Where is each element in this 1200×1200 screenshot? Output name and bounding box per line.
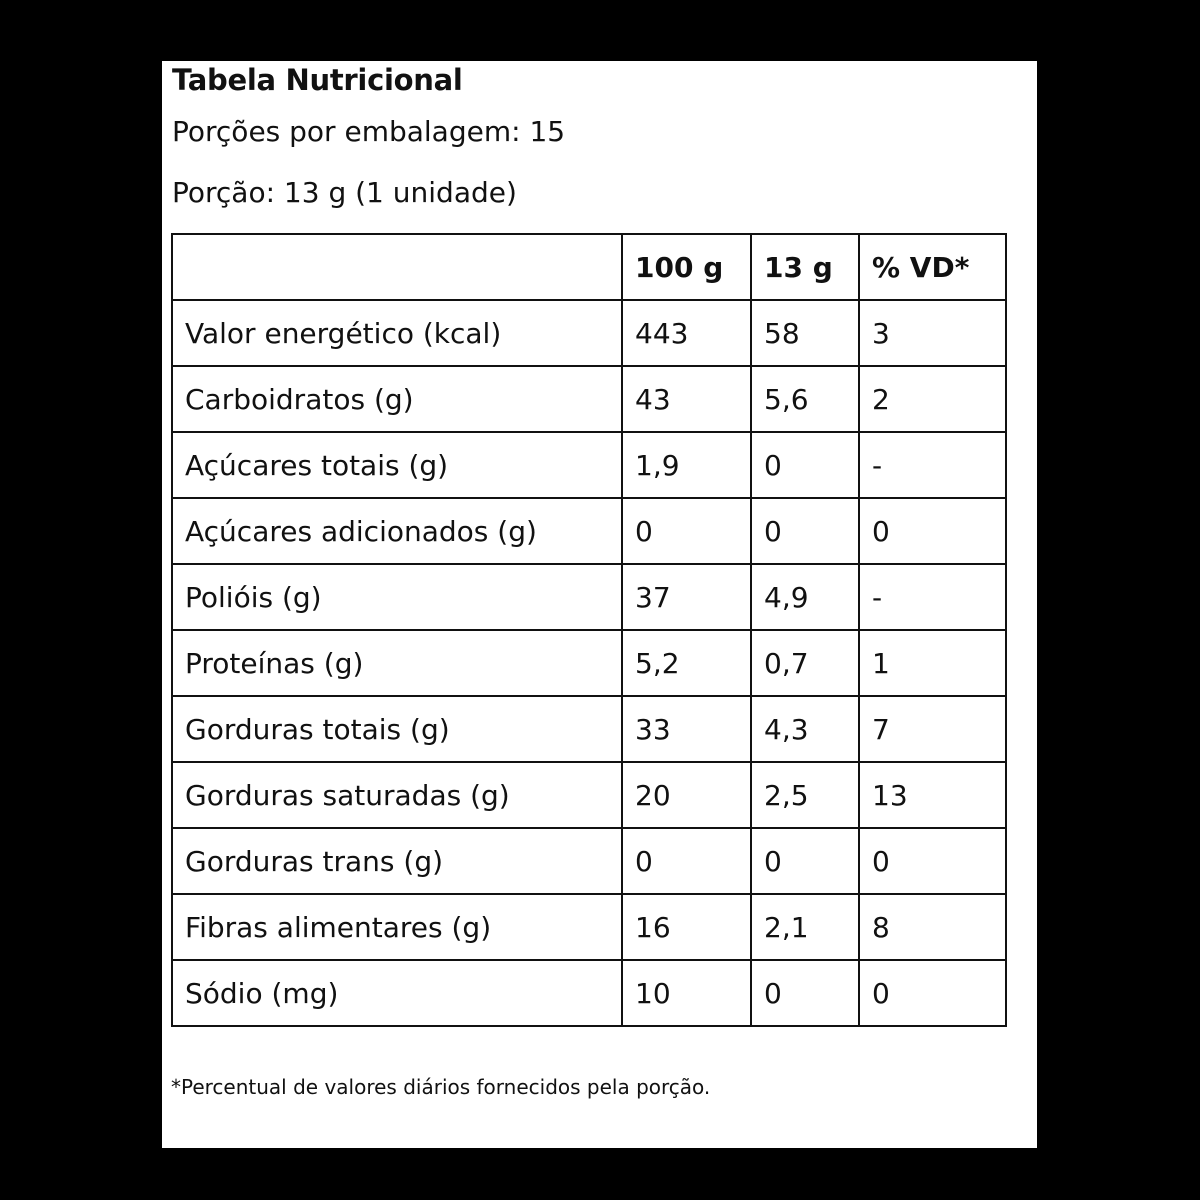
table-row <box>172 828 1006 894</box>
value-daily-percent: 13 <box>859 762 1006 828</box>
table-row <box>172 564 1006 630</box>
value-per-100g: 37 <box>622 564 751 630</box>
value-per-portion: 2,5 <box>751 762 859 828</box>
nutrient-label: Gorduras totais (g) <box>172 696 622 762</box>
table-row <box>172 498 1006 564</box>
header-per-portion: 13 g <box>751 234 859 300</box>
value-per-portion: 4,3 <box>751 696 859 762</box>
value-per-100g: 16 <box>622 894 751 960</box>
nutrient-label: Sódio (mg) <box>172 960 622 1026</box>
value-daily-percent: 8 <box>859 894 1006 960</box>
value-per-100g: 5,2 <box>622 630 751 696</box>
header-label <box>172 234 622 300</box>
value-per-100g: 1,9 <box>622 432 751 498</box>
value-per-100g: 10 <box>622 960 751 1026</box>
value-per-portion: 4,9 <box>751 564 859 630</box>
value-per-portion: 0 <box>751 828 859 894</box>
value-daily-percent: 2 <box>859 366 1006 432</box>
footnote: *Percentual de valores diários fornecidos pela porção. <box>171 1075 711 1099</box>
value-per-100g: 0 <box>622 498 751 564</box>
value-per-100g: 43 <box>622 366 751 432</box>
nutrient-label: Açúcares totais (g) <box>172 432 622 498</box>
value-per-100g: 33 <box>622 696 751 762</box>
table-row <box>172 696 1006 762</box>
nutrient-label: Gorduras saturadas (g) <box>172 762 622 828</box>
nutrition-panel <box>162 61 1037 1148</box>
value-per-100g: 20 <box>622 762 751 828</box>
value-per-portion: 5,6 <box>751 366 859 432</box>
value-daily-percent: 7 <box>859 696 1006 762</box>
header-daily-value: % VD* <box>859 234 1006 300</box>
header-per-100g: 100 g <box>622 234 751 300</box>
nutrition-table <box>171 233 1007 1027</box>
value-per-portion: 0 <box>751 498 859 564</box>
table-row <box>172 366 1006 432</box>
nutrient-label: Açúcares adicionados (g) <box>172 498 622 564</box>
value-per-portion: 0,7 <box>751 630 859 696</box>
nutrient-label: Polióis (g) <box>172 564 622 630</box>
value-daily-percent: 0 <box>859 498 1006 564</box>
portion-size: Porção: 13 g (1 unidade) <box>172 176 517 209</box>
value-per-portion: 0 <box>751 960 859 1026</box>
value-per-portion: 0 <box>751 432 859 498</box>
value-daily-percent: 1 <box>859 630 1006 696</box>
value-daily-percent: 0 <box>859 828 1006 894</box>
table-row <box>172 630 1006 696</box>
value-per-100g: 0 <box>622 828 751 894</box>
nutrient-label: Proteínas (g) <box>172 630 622 696</box>
servings-per-package: Porções por embalagem: 15 <box>172 115 566 148</box>
table-row <box>172 960 1006 1026</box>
value-per-100g: 443 <box>622 300 751 366</box>
value-per-portion: 58 <box>751 300 859 366</box>
nutrient-label: Carboidratos (g) <box>172 366 622 432</box>
value-per-portion: 2,1 <box>751 894 859 960</box>
value-daily-percent: - <box>859 564 1006 630</box>
table-header-row <box>172 234 1006 300</box>
value-daily-percent: 0 <box>859 960 1006 1026</box>
value-daily-percent: 3 <box>859 300 1006 366</box>
table-row <box>172 894 1006 960</box>
value-daily-percent: - <box>859 432 1006 498</box>
table-row <box>172 432 1006 498</box>
nutrient-label: Valor energético (kcal) <box>172 300 622 366</box>
page-title: Tabela Nutricional <box>172 63 463 97</box>
table-row <box>172 762 1006 828</box>
nutrient-label: Fibras alimentares (g) <box>172 894 622 960</box>
nutrient-label: Gorduras trans (g) <box>172 828 622 894</box>
table-row <box>172 300 1006 366</box>
